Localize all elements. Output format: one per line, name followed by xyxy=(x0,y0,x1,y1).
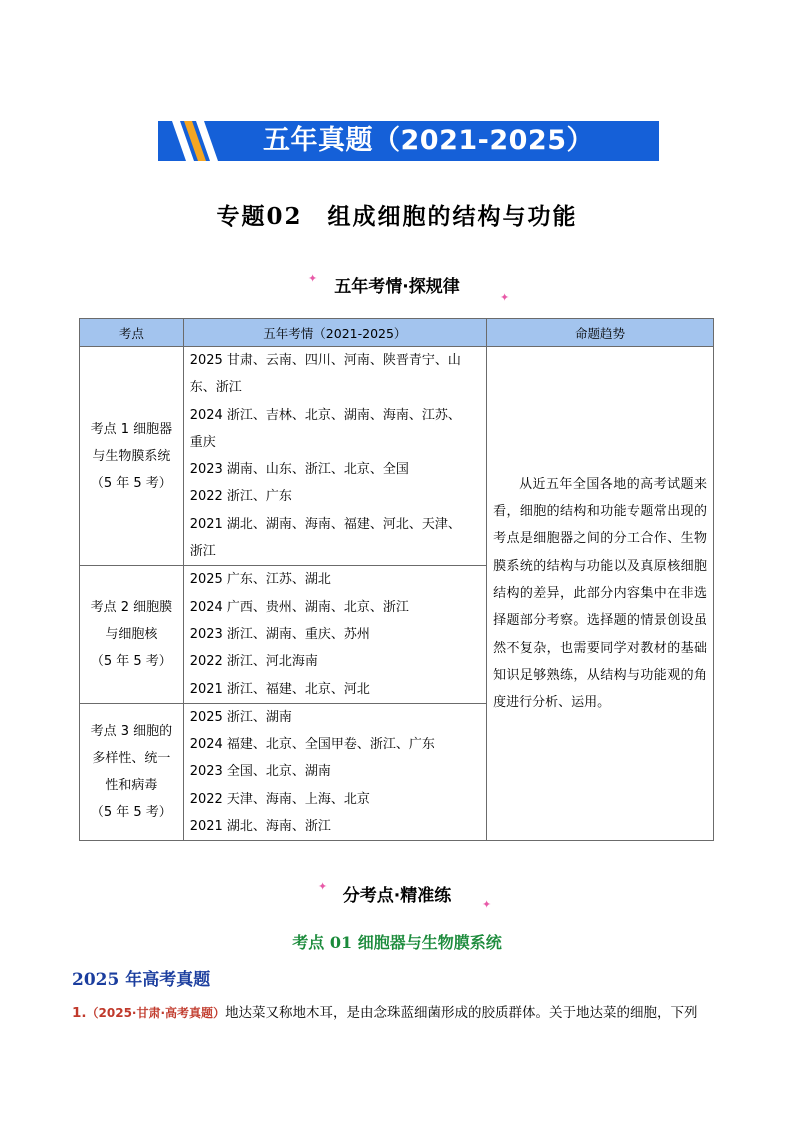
trend-cell: 从近五年全国各地的高考试题来看，细胞的结构和功能专题常出现的考点是细胞器之间的分工合作、生物膜系统的结构与功能以及真原核细胞结构的差异，此部分内容集中在非选择题部分考察。选择题的情景创设虽然不复杂，也需要同学对教材的基础知识足够熟练，从结构与功能观的角度进行分析、运用。 xyxy=(487,347,714,841)
years-line: 2021 湖北、湖南、海南、福建、河北、天津、 xyxy=(189,516,461,532)
question-source: （2025·甘肃·高考真题） xyxy=(86,1006,226,1020)
kaodian-line: 考点 1 细胞器 xyxy=(90,421,173,437)
years-line: 浙江 xyxy=(189,544,216,560)
sparkle-icon: ✦ xyxy=(482,898,492,911)
question-text: 地达菜又称地木耳，是由念珠蓝细菌形成的胶质群体。关于地达菜的细胞，下列 xyxy=(225,1005,698,1021)
years-line: 2023 浙江、湖南、重庆、苏州 xyxy=(189,626,370,642)
section-heading-label-wrapper xyxy=(330,272,463,297)
kaodian-line: 考点 3 细胞的 xyxy=(90,724,173,740)
years-line: 2025 广东、江苏、湖北 xyxy=(189,572,331,588)
sparkle-icon: ✦ xyxy=(500,291,510,304)
section-heading-label-wrapper xyxy=(339,881,455,906)
years-line: 2022 浙江、河北海南 xyxy=(189,654,318,670)
sparkle-icon: ✦ xyxy=(318,880,328,893)
section-heading-practice xyxy=(0,881,794,906)
years-line: 2022 浙江、广东 xyxy=(189,489,292,505)
section-heading-trends xyxy=(0,272,794,297)
kaodian-line: （5 年 5 考） xyxy=(90,654,172,670)
kaodian-cell xyxy=(80,566,184,703)
years-line: 2024 广西、贵州、湖南、北京、浙江 xyxy=(189,599,409,615)
years-line: 2024 浙江、吉林、北京、湖南、海南、江苏、 xyxy=(189,407,461,423)
topic-title: 专题02 组成细胞的结构与功能 xyxy=(216,203,578,230)
title-banner xyxy=(158,121,659,161)
kaodian-line: （5 年 5 考） xyxy=(90,475,172,491)
years-line: 2021 湖北、海南、浙江 xyxy=(189,819,331,835)
years-cell xyxy=(183,347,486,566)
table-row xyxy=(80,347,714,566)
table-header-cell: 五年考情（2021-2025） xyxy=(183,319,486,347)
section-heading-label: 五年考情·探规律 xyxy=(334,277,460,297)
years-line: 2025 甘肃、云南、四川、河南、陕晋青宁、山 xyxy=(189,353,461,368)
question-1 xyxy=(72,1001,732,1021)
kaodian-line: 多样性、统一 xyxy=(92,751,171,767)
kaodian-cell xyxy=(80,347,184,566)
years-line: 2023 湖南、山东、浙江、北京、全国 xyxy=(189,462,409,478)
question-number: 1. xyxy=(72,1005,87,1021)
exam-trend-table xyxy=(79,318,714,841)
years-cell xyxy=(183,566,486,703)
kaodian-line: 与生物膜系统 xyxy=(92,448,171,464)
table-header-cell: 命题趋势 xyxy=(487,319,714,347)
sparkle-icon: ✦ xyxy=(308,272,318,285)
kaodian-title: 考点 01 细胞器与生物膜系统 xyxy=(292,933,502,952)
years-line: 2025 浙江、湖南 xyxy=(189,709,292,725)
years-line: 2023 全国、北京、湖南 xyxy=(189,764,331,780)
years-line: 2021 浙江、福建、北京、河北 xyxy=(189,681,370,697)
years-line: 2024 福建、北京、全国甲卷、浙江、广东 xyxy=(189,737,435,753)
table-header-row xyxy=(80,319,714,347)
years-line: 重庆 xyxy=(189,434,216,450)
years-line: 2022 天津、海南、上海、北京 xyxy=(189,791,370,807)
kaodian-line: 与细胞核 xyxy=(105,627,158,643)
year-heading: 2025 年高考真题 xyxy=(72,970,211,990)
section-heading-label: 分考点·精准练 xyxy=(342,886,452,906)
table-header-cell: 考点 xyxy=(80,319,184,347)
kaodian-cell xyxy=(80,703,184,840)
banner-title: 五年真题（2021-2025） xyxy=(263,125,594,156)
kaodian-line: 考点 2 细胞膜 xyxy=(90,600,173,616)
kaodian-line: （5 年 5 考） xyxy=(90,805,172,821)
years-line: 东、浙江 xyxy=(189,380,242,396)
years-cell xyxy=(183,703,486,840)
kaodian-line: 性和病毒 xyxy=(105,778,158,794)
